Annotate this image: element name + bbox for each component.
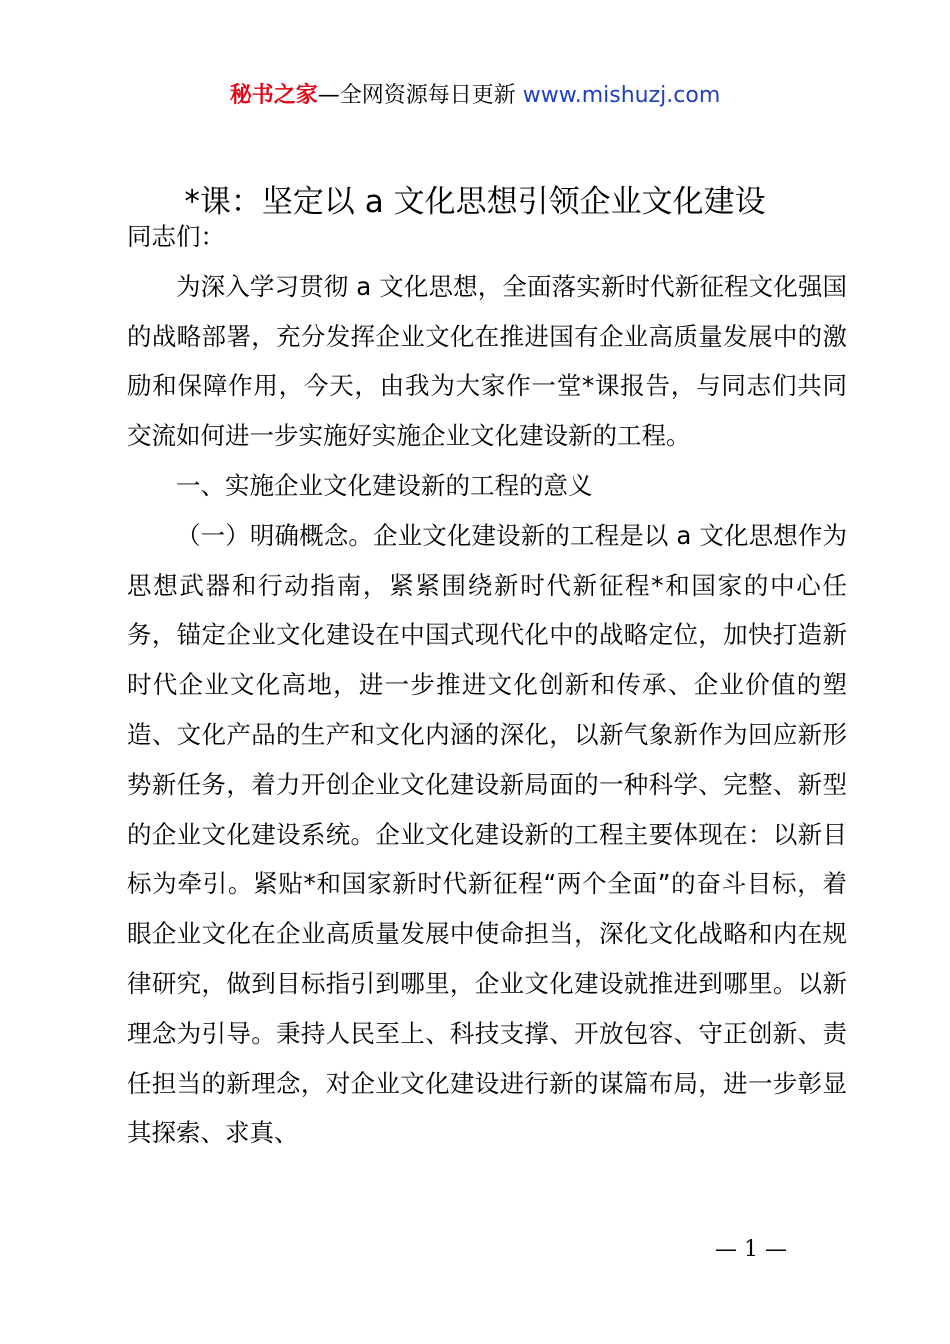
section-heading: 一、实施企业文化建设新的工程的意义 <box>176 470 593 500</box>
brand-name: 秘书之家 <box>229 83 318 108</box>
page-number: — 1 — <box>715 1237 787 1262</box>
document-title: *课：坚定以 a 文化思想引领企业文化建设 <box>184 184 766 220</box>
salutation: 同志们： <box>127 222 225 251</box>
header-slogan: —全网资源每日更新 <box>317 83 516 108</box>
document-body <box>127 212 847 1158</box>
intro-paragraph: 为深入学习贯彻 a 文化思想，全面落实新时代新征程文化强国的战略部署，充分发挥企业文化在推进国有企业高质量发展中的激励和保障作用，今天，由我为大家作一堂*课报告，与同志们共同交流如何进一步实施好实施企业文化建设新的工程。 <box>127 271 847 451</box>
body-paragraph: （一）明确概念。企业文化建设新的工程是以 a 文化思想作为思想武器和行动指南，紧紧围绕新时代新征程*和国家的中心任务，锚定企业文化建设在中国式现代化中的战略定位，加快打造新时代企业文化高地，进一步推进文化创新和传承、企业价值的塑造、文化产品的生产和文化内涵的深化，以新气象新作为回应新形势新任务，着力开创企业文化建设新局面的一种科学、完整、新型的企业文化建设系统。企业文化建设新的工程主要体现在：以新目标为牵引。紧贴*和国家新时代新征程“两个全面”的奋斗目标，着眼企业文化在企业高质量发展中使命担当，深化文化战略和内在规律研究，做到目标指引到哪里，企业文化建设就推进到哪里。以新理念为引导。秉持人民至上、科技支撑、开放包容、守正创新、责任担当的新理念，对企业文化建设进行新的谋篇布局，进一步彰显其探索、求真、 <box>127 520 847 1148</box>
site-url-link[interactable]: www.mishuzj.com <box>522 83 721 108</box>
site-header <box>0 80 950 112</box>
